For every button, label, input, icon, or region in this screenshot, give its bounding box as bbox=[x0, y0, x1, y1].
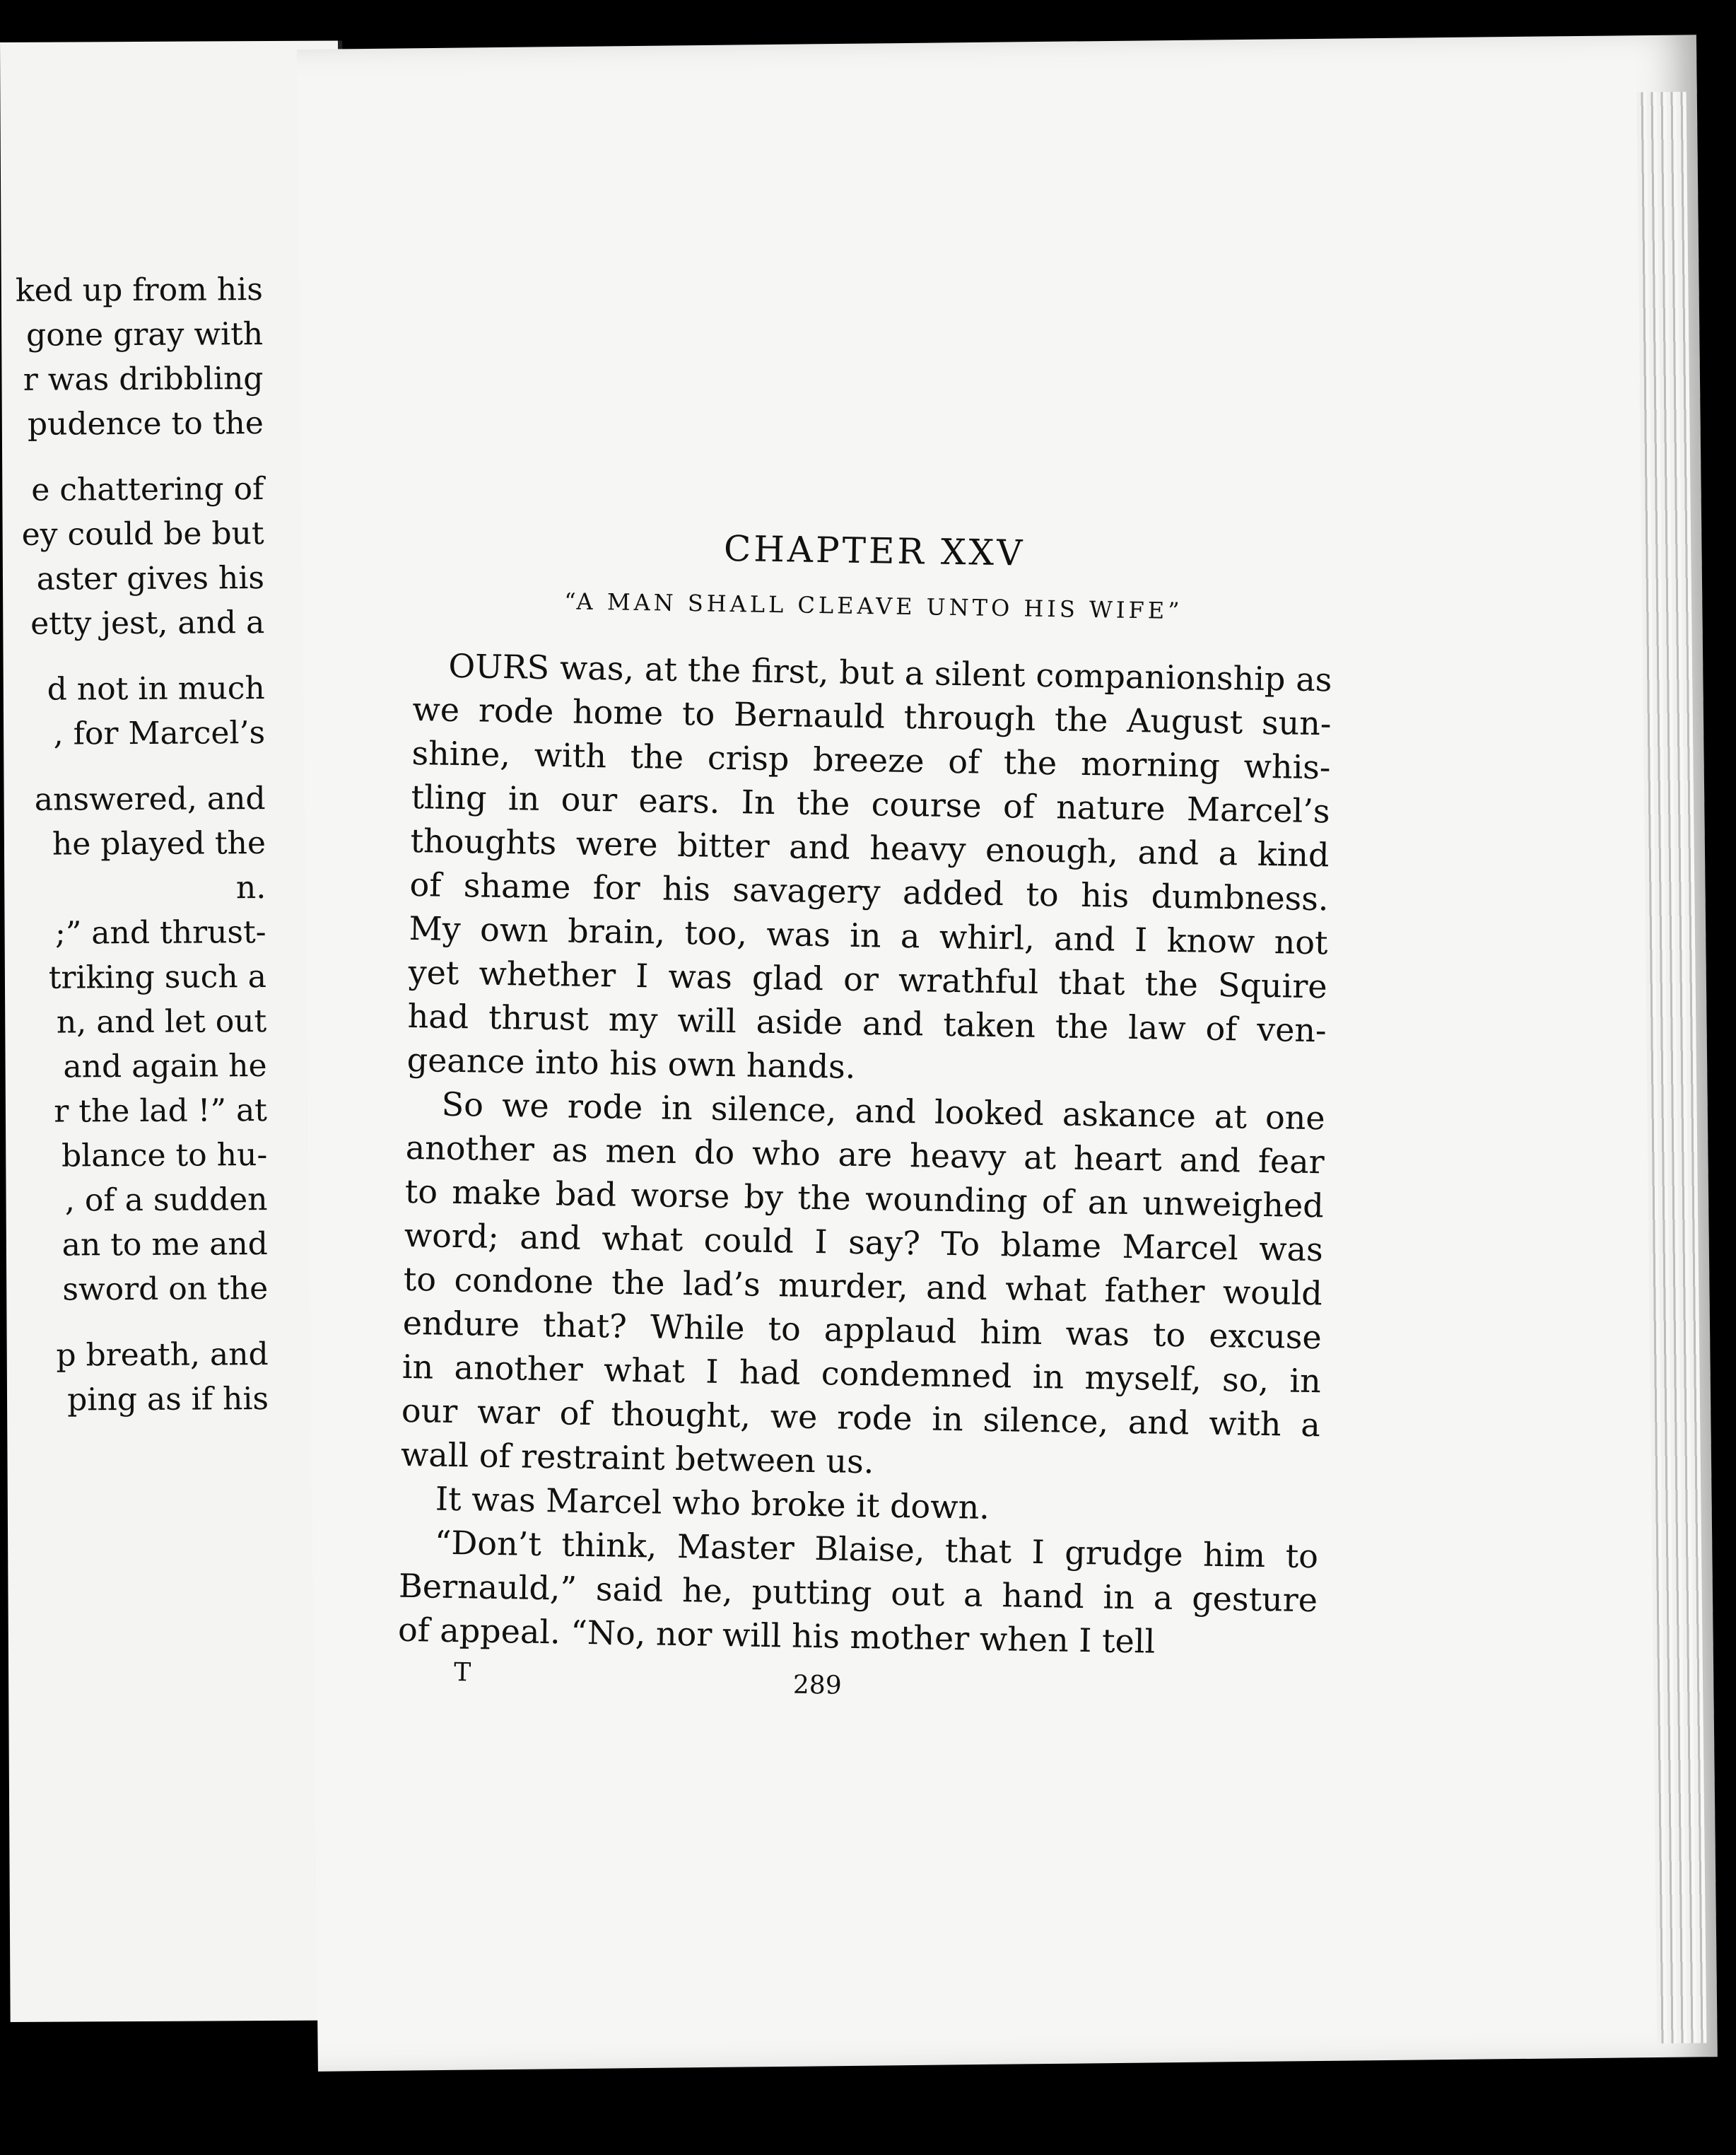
left-page-line: ey could be but bbox=[21, 515, 264, 553]
text-line: tling in our ears. In the course of nature Marcel’s bbox=[411, 777, 1330, 831]
left-page-line: , of a sudden bbox=[64, 1181, 268, 1219]
text-line: in another what I had condemned in myself, so, in bbox=[401, 1347, 1322, 1401]
left-page-line: r was dribbling bbox=[23, 361, 264, 398]
right-page-text bbox=[397, 509, 1335, 1714]
left-page-line: p breath, and bbox=[56, 1336, 269, 1374]
left-page-line: d not in much bbox=[47, 670, 265, 708]
text-line: It was Marcel who broke it down. bbox=[435, 1479, 990, 1526]
text-line: shine, with the crisp breeze of the morning whis- bbox=[411, 733, 1331, 787]
left-page-line: he played the bbox=[52, 825, 266, 863]
text-line: of appeal. “No, nor will his mother when I tell bbox=[397, 1610, 1156, 1661]
left-page-line: n. bbox=[235, 870, 266, 906]
text-line: word; and what could I say? To blame Marcel was bbox=[404, 1215, 1324, 1269]
left-page-line: ;” and thrust- bbox=[54, 914, 266, 952]
text-line: our war of thought, we rode in silence, and with a bbox=[401, 1391, 1321, 1444]
text-line: So we rode in silence, and looked askance at one bbox=[441, 1085, 1326, 1138]
left-page-line: triking such a bbox=[48, 959, 267, 996]
left-page-line: sword on the bbox=[62, 1271, 269, 1308]
text-line: of shame for his savagery added to his dumbness. bbox=[409, 865, 1329, 918]
left-page-line: n, and let out bbox=[56, 1003, 267, 1041]
text-line: endure that? While to applaud him was to excuse bbox=[402, 1303, 1322, 1357]
left-page-line: etty jest, and a bbox=[30, 605, 265, 642]
body-text bbox=[398, 643, 1332, 1666]
paragraph bbox=[406, 643, 1332, 1096]
chapter-title: CHAPTER XXV bbox=[723, 527, 1026, 574]
text-line: geance into his own hands. bbox=[406, 1040, 856, 1086]
text-line: Bernauld,” said he, putting out a hand in a gesture bbox=[398, 1566, 1318, 1620]
left-page-line: e chattering of bbox=[31, 471, 264, 508]
left-page-line: an to me and bbox=[61, 1226, 269, 1263]
text-line: we rode home to Bernauld through the August sun- bbox=[412, 689, 1332, 743]
chapter-subtitle: “A MAN SHALL CLEAVE UNTO HIS WIFE” bbox=[564, 588, 1183, 625]
left-page-line: gone gray with bbox=[25, 316, 264, 354]
left-page-line: and again he bbox=[63, 1048, 267, 1085]
text-line: to condone the lad’s murder, and what father would bbox=[403, 1259, 1323, 1313]
text-line: “Don’t think, Master Blaise, that I grudge him to bbox=[434, 1523, 1319, 1576]
text-line: had thrust my will aside and taken the law of ven- bbox=[407, 996, 1327, 1050]
text-line: yet whether I was glad or wrathful that the Squire bbox=[408, 952, 1327, 1006]
left-page-line: blance to hu- bbox=[61, 1137, 268, 1174]
page-number: 289 bbox=[792, 1670, 842, 1700]
text-line: My own brain, too, was in a whirl, and I know not bbox=[409, 909, 1328, 962]
left-page-line: ping as if his bbox=[67, 1381, 269, 1418]
left-page-line: pudence to the bbox=[27, 405, 264, 443]
text-line: another as men do who are heavy at heart and fear bbox=[405, 1128, 1325, 1181]
left-page-line: r the lad !” at bbox=[54, 1092, 268, 1130]
left-page-line: , for Marcel’s bbox=[53, 715, 266, 752]
paragraph bbox=[401, 1082, 1326, 1490]
left-page-line: aster gives his bbox=[36, 560, 265, 597]
text-line: OURS was, at the first, but a silent companionship as bbox=[448, 646, 1332, 699]
left-page-line: answered, and bbox=[34, 781, 266, 818]
text-line: thoughts were bitter and heavy enough, and a kind bbox=[410, 821, 1330, 875]
signature-mark: T bbox=[453, 1658, 471, 1688]
text-line: to make bad worse by the wounding of an unweighed bbox=[404, 1172, 1325, 1225]
text-line: wall of restraint between us. bbox=[400, 1435, 874, 1481]
paragraph bbox=[398, 1520, 1319, 1666]
left-page-line: ked up from his bbox=[15, 271, 263, 309]
